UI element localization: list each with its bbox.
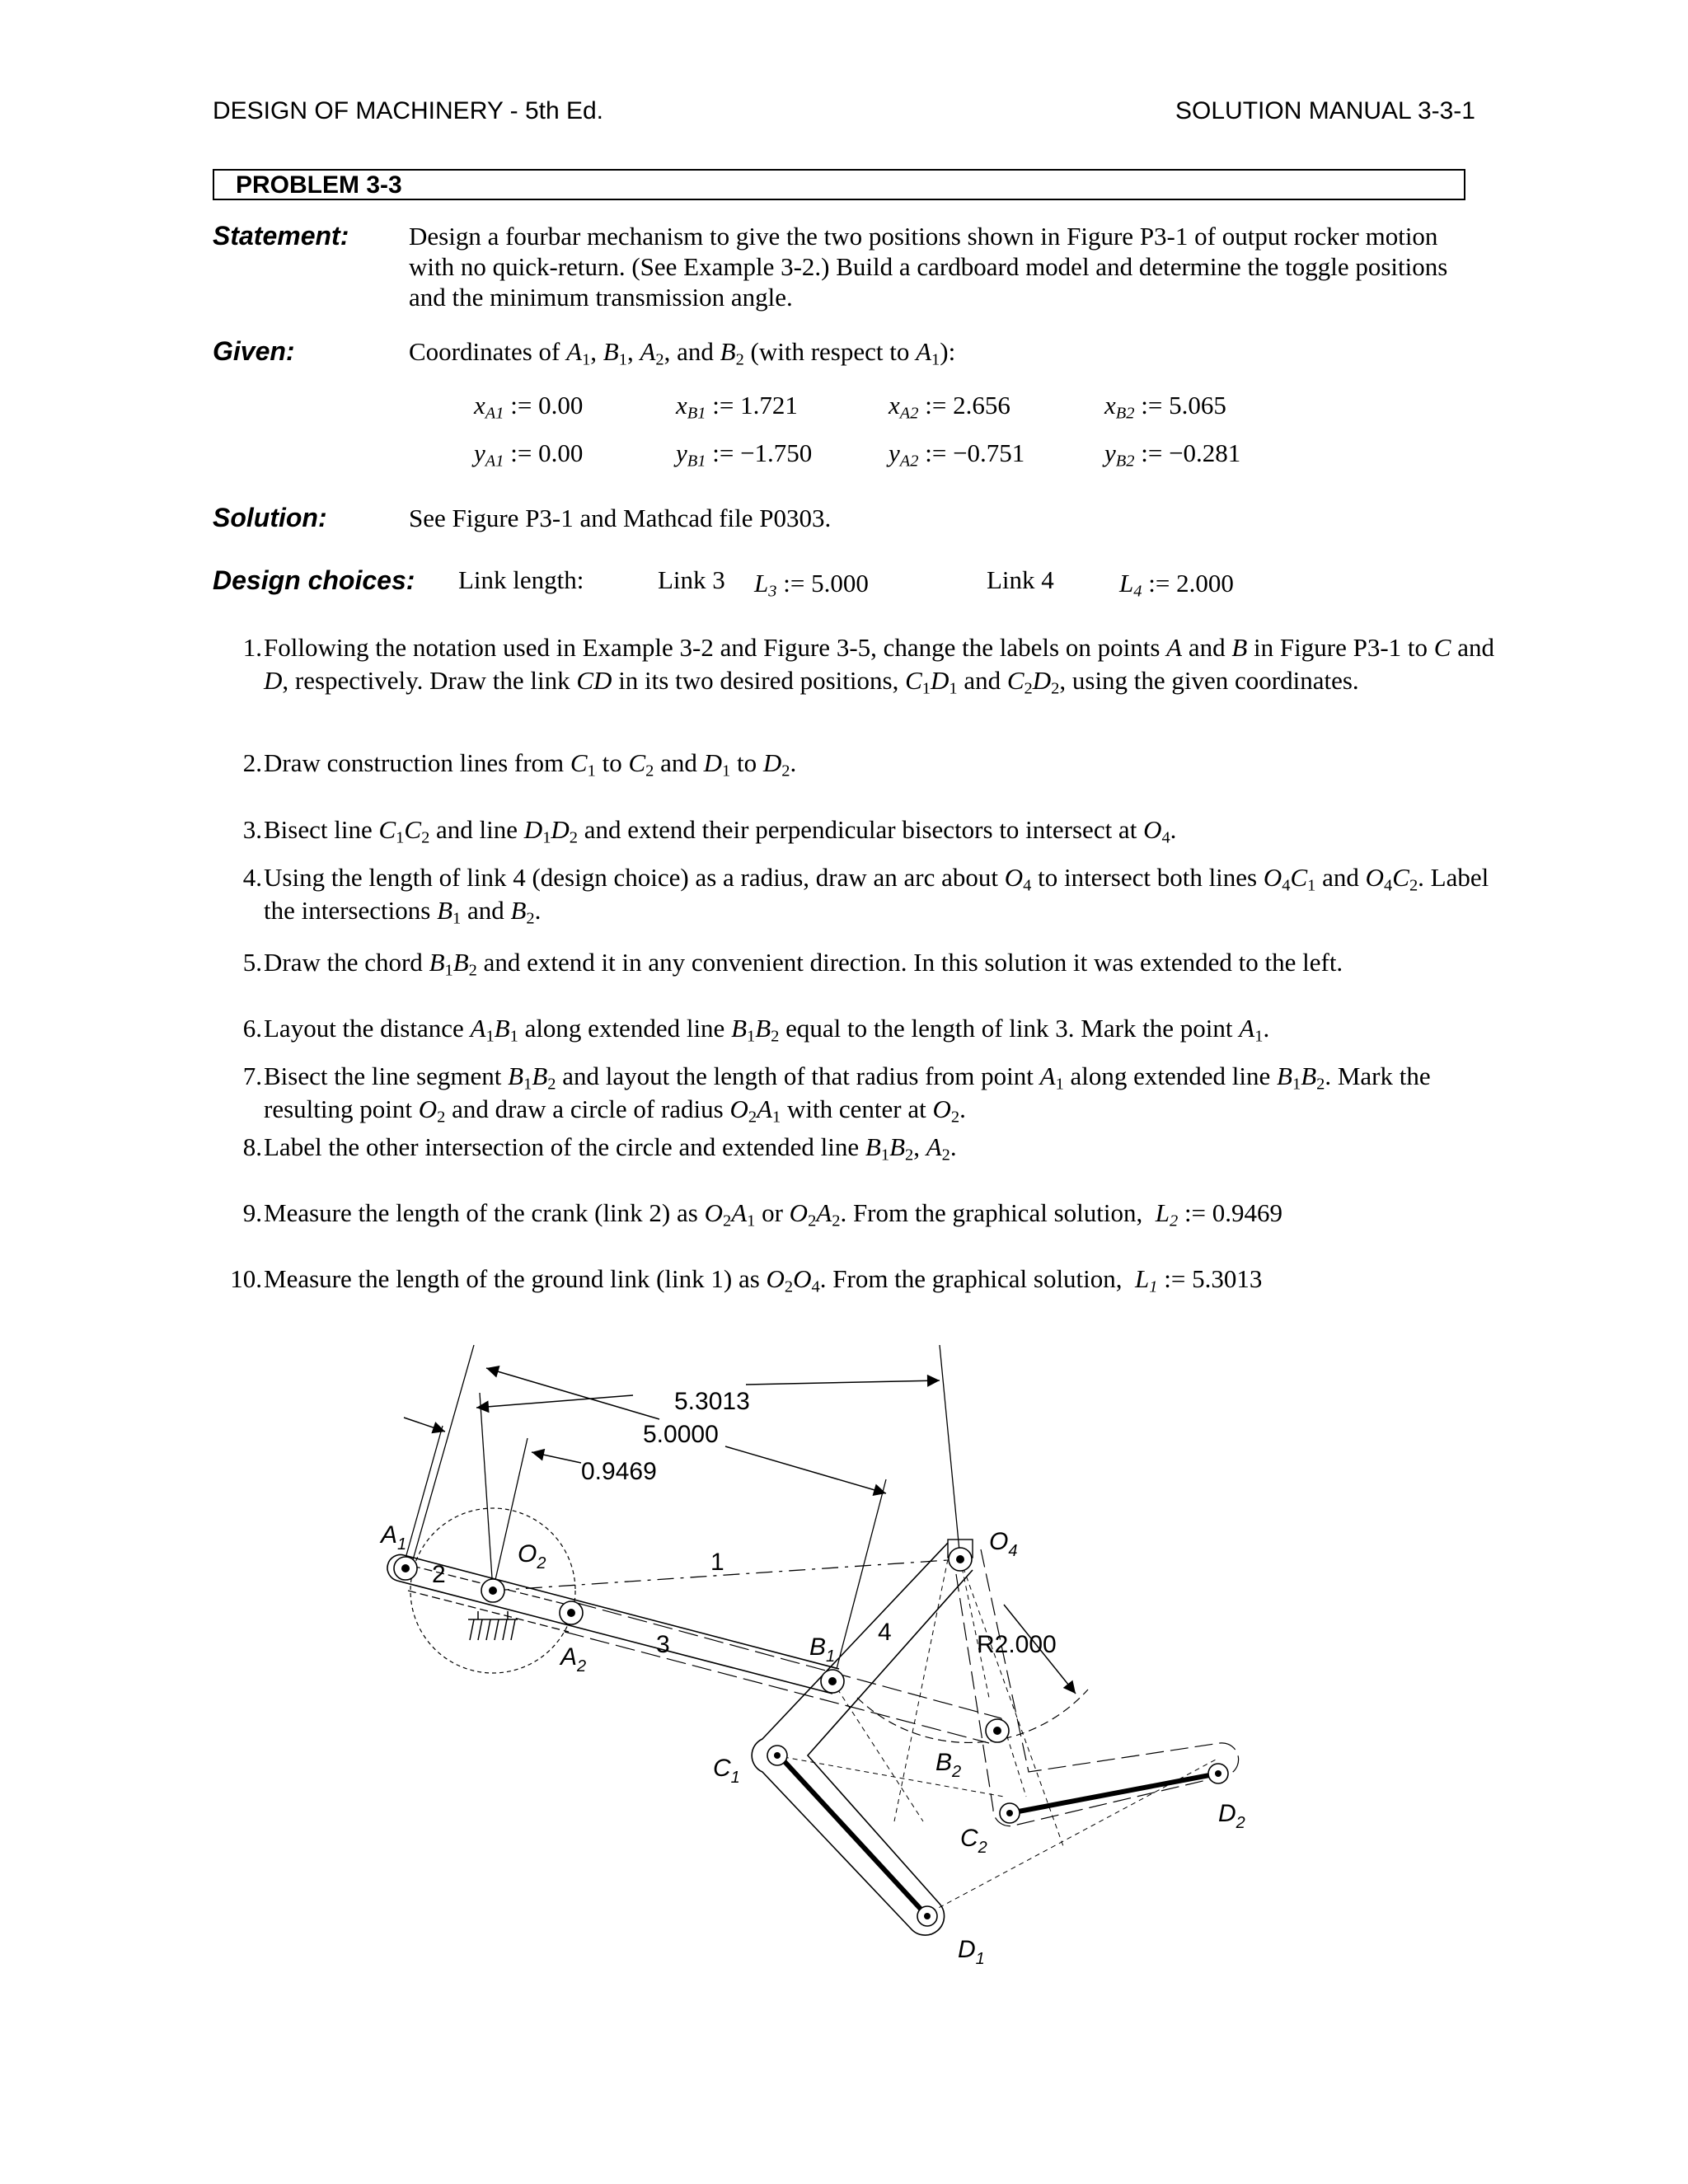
label-B2: $B_2$ (935, 1749, 962, 1781)
label-O4: $O_4$ (989, 1528, 1018, 1560)
problem-title: PROBLEM 3-3 (236, 171, 402, 199)
given-intro: Coordinates of $A_1$, $B_1$, $A_2$, and $B_2$ (with respect to $A_1$): (409, 337, 956, 369)
step-4: 4. Using the length of link 4 (design choice) as a radius, draw an arc about $O_4$ to intersect both lines $O_4C_1$ and $O_4C_2$. Label the intersections $B_1$ and $B_2$. (242, 863, 1489, 928)
ext-line-A1-b (402, 1426, 443, 1570)
given-label: Given: (213, 336, 295, 366)
dim-line-5.0000-left (476, 1395, 633, 1408)
dim-text-R2000: R2.000 (977, 1631, 1057, 1658)
solution-text: See Figure P3-1 and Mathcad file P0303. (409, 504, 832, 532)
dim-text-5.0000: 5.0000 (643, 1421, 719, 1448)
label-A1: $A_1$ (381, 1521, 407, 1554)
link-length-label: Link length: (458, 565, 584, 594)
design-label: Design choices: (213, 565, 415, 595)
link3-pos1-top (404, 1555, 839, 1669)
dim-text-0.9469: 0.9469 (581, 1458, 657, 1485)
L3-value: $L_3$ := 5.000 (754, 569, 869, 601)
label-link-4: 4 (878, 1619, 892, 1646)
link3-pos2-bottom (565, 1632, 989, 1743)
label-C1: $C_1$ (713, 1755, 740, 1787)
statement-text: Design a fourbar mechanism to give the two positions shown in Figure P3-1 of output rocker motion with no quick-return. (See Example 3-2.) Build a cardboard model and determine the toggle positions and the minimum transmission angle. (409, 222, 1448, 312)
ground-symbol (468, 1611, 518, 1640)
coord-xA1: $x_{A1}$ := 0.00 (474, 391, 584, 423)
construct-b1 (832, 1681, 923, 1821)
label-A2: $A_2$ (560, 1643, 587, 1675)
L1-value: 5.3013 (1192, 1264, 1263, 1293)
coord-yA2: $y_{A2}$ := −0.751 (889, 438, 1025, 471)
coupler-c2d2 (1010, 1774, 1218, 1813)
ext-line-O2-b (493, 1438, 528, 1591)
step-10: 10. Measure the length of the ground link (link 1) as $O_2O_4$. From the graphical solution, $L_1$ := 5.3013 (230, 1264, 1263, 1296)
step-7: 7. Bisect the line segment $B_1B_2$ and layout the length of that radius from point $A_1$ along extended line $B_1B_2$. Mark the resulting point $O_2$ and draw a circle of radius $O_2A_1$ with center at $O_2$. (242, 1062, 1431, 1127)
statement-label: Statement: (213, 221, 349, 251)
label-C2: $C_2$ (960, 1825, 987, 1857)
ext-line-A1 (410, 1345, 474, 1568)
ext-line-O4 (940, 1345, 960, 1559)
link4-arc (857, 1690, 1088, 1742)
step-1: 1. Following the notation used in Example 3-2 and Figure 3-5, change the labels on points A and B in Figure P3-1 to C and D, respectively. Draw the link CD in its two desired positions, $C_1D_1$ and $C_2D_2$, using the given coordinates. (242, 633, 1494, 698)
link4-pos2-outline (956, 1549, 1239, 1826)
label-link-1: 1 (710, 1549, 724, 1576)
coupler-c1d1 (779, 1755, 927, 1916)
header-right: SOLUTION MANUAL 3-3-1 (1175, 97, 1475, 124)
step-3: 3. Bisect line $C_1C_2$ and line $D_1D_2$ and extend their perpendicular bisectors to intersect at $O_4$. (242, 815, 1177, 847)
coord-yA1: $y_{A1}$ := 0.00 (474, 438, 584, 471)
link3-pos2-top (577, 1603, 1001, 1718)
L2-value: 0.9469 (1212, 1198, 1283, 1227)
coord-yB2: $y_{B2}$ := −0.281 (1104, 438, 1241, 471)
dim-line-5.3013-right (746, 1380, 940, 1385)
coord-xB1: $x_{B1}$ := 1.721 (676, 391, 798, 423)
dim-line-5.0000-right (725, 1446, 886, 1493)
label-link-2: 2 (432, 1561, 446, 1588)
link3-pos1-bottom (397, 1581, 832, 1694)
label-O2: $O_2$ (518, 1540, 546, 1572)
link3-label: Link 3 (658, 565, 725, 594)
dim-line-0.9469-right (532, 1452, 581, 1463)
coord-xA2: $x_{A2}$ := 2.656 (889, 391, 1010, 423)
header-left: DESIGN OF MACHINERY - 5th Ed. (213, 97, 604, 124)
label-link-3: 3 (656, 1631, 670, 1658)
coord-xB2: $x_{B2}$ := 5.065 (1104, 391, 1226, 423)
figure-p3-1 (0, 1319, 1688, 1968)
step-6: 6. Layout the distance $A_1B_1$ along extended line $B_1B_2$ equal to the length of link 3. Mark the point $A_1$. (242, 1014, 1270, 1046)
ground-link-1 (493, 1559, 960, 1591)
step-5: 5. Draw the chord $B_1B_2$ and extend it in any convenient direction. In this solution it was extended to the left. (242, 948, 1343, 980)
solution-label: Solution: (213, 503, 327, 532)
label-D1: $D_1$ (958, 1936, 985, 1968)
dim-line-0.9469-left (404, 1418, 445, 1432)
ext-line-O2 (480, 1393, 493, 1591)
step-2: 2. Draw construction lines from $C_1$ to $C_2$ and $D_1$ to $D_2$. (242, 748, 797, 780)
label-D2: $D_2$ (1218, 1800, 1245, 1832)
step-8: 8. Label the other intersection of the circle and extended line $B_1B_2$, $A_2$. (242, 1132, 957, 1165)
label-B1: $B_1$ (809, 1633, 836, 1666)
step-9: 9. Measure the length of the crank (link 2) as $O_2A_1$ or $O_2A_2$. From the graphical solution, $L_2$ := 0.9469 (242, 1198, 1283, 1230)
link4-label: Link 4 (987, 565, 1054, 594)
problem-box (213, 169, 1465, 200)
link4-pos1-outline (752, 1543, 973, 1935)
coord-yB1: $y_{B1}$ := −1.750 (676, 438, 813, 471)
dim-line-5.3013-left (486, 1368, 659, 1419)
dim-text-5.3013: 5.3013 (674, 1388, 750, 1415)
L4-value: $L_4$ := 2.000 (1119, 569, 1234, 601)
